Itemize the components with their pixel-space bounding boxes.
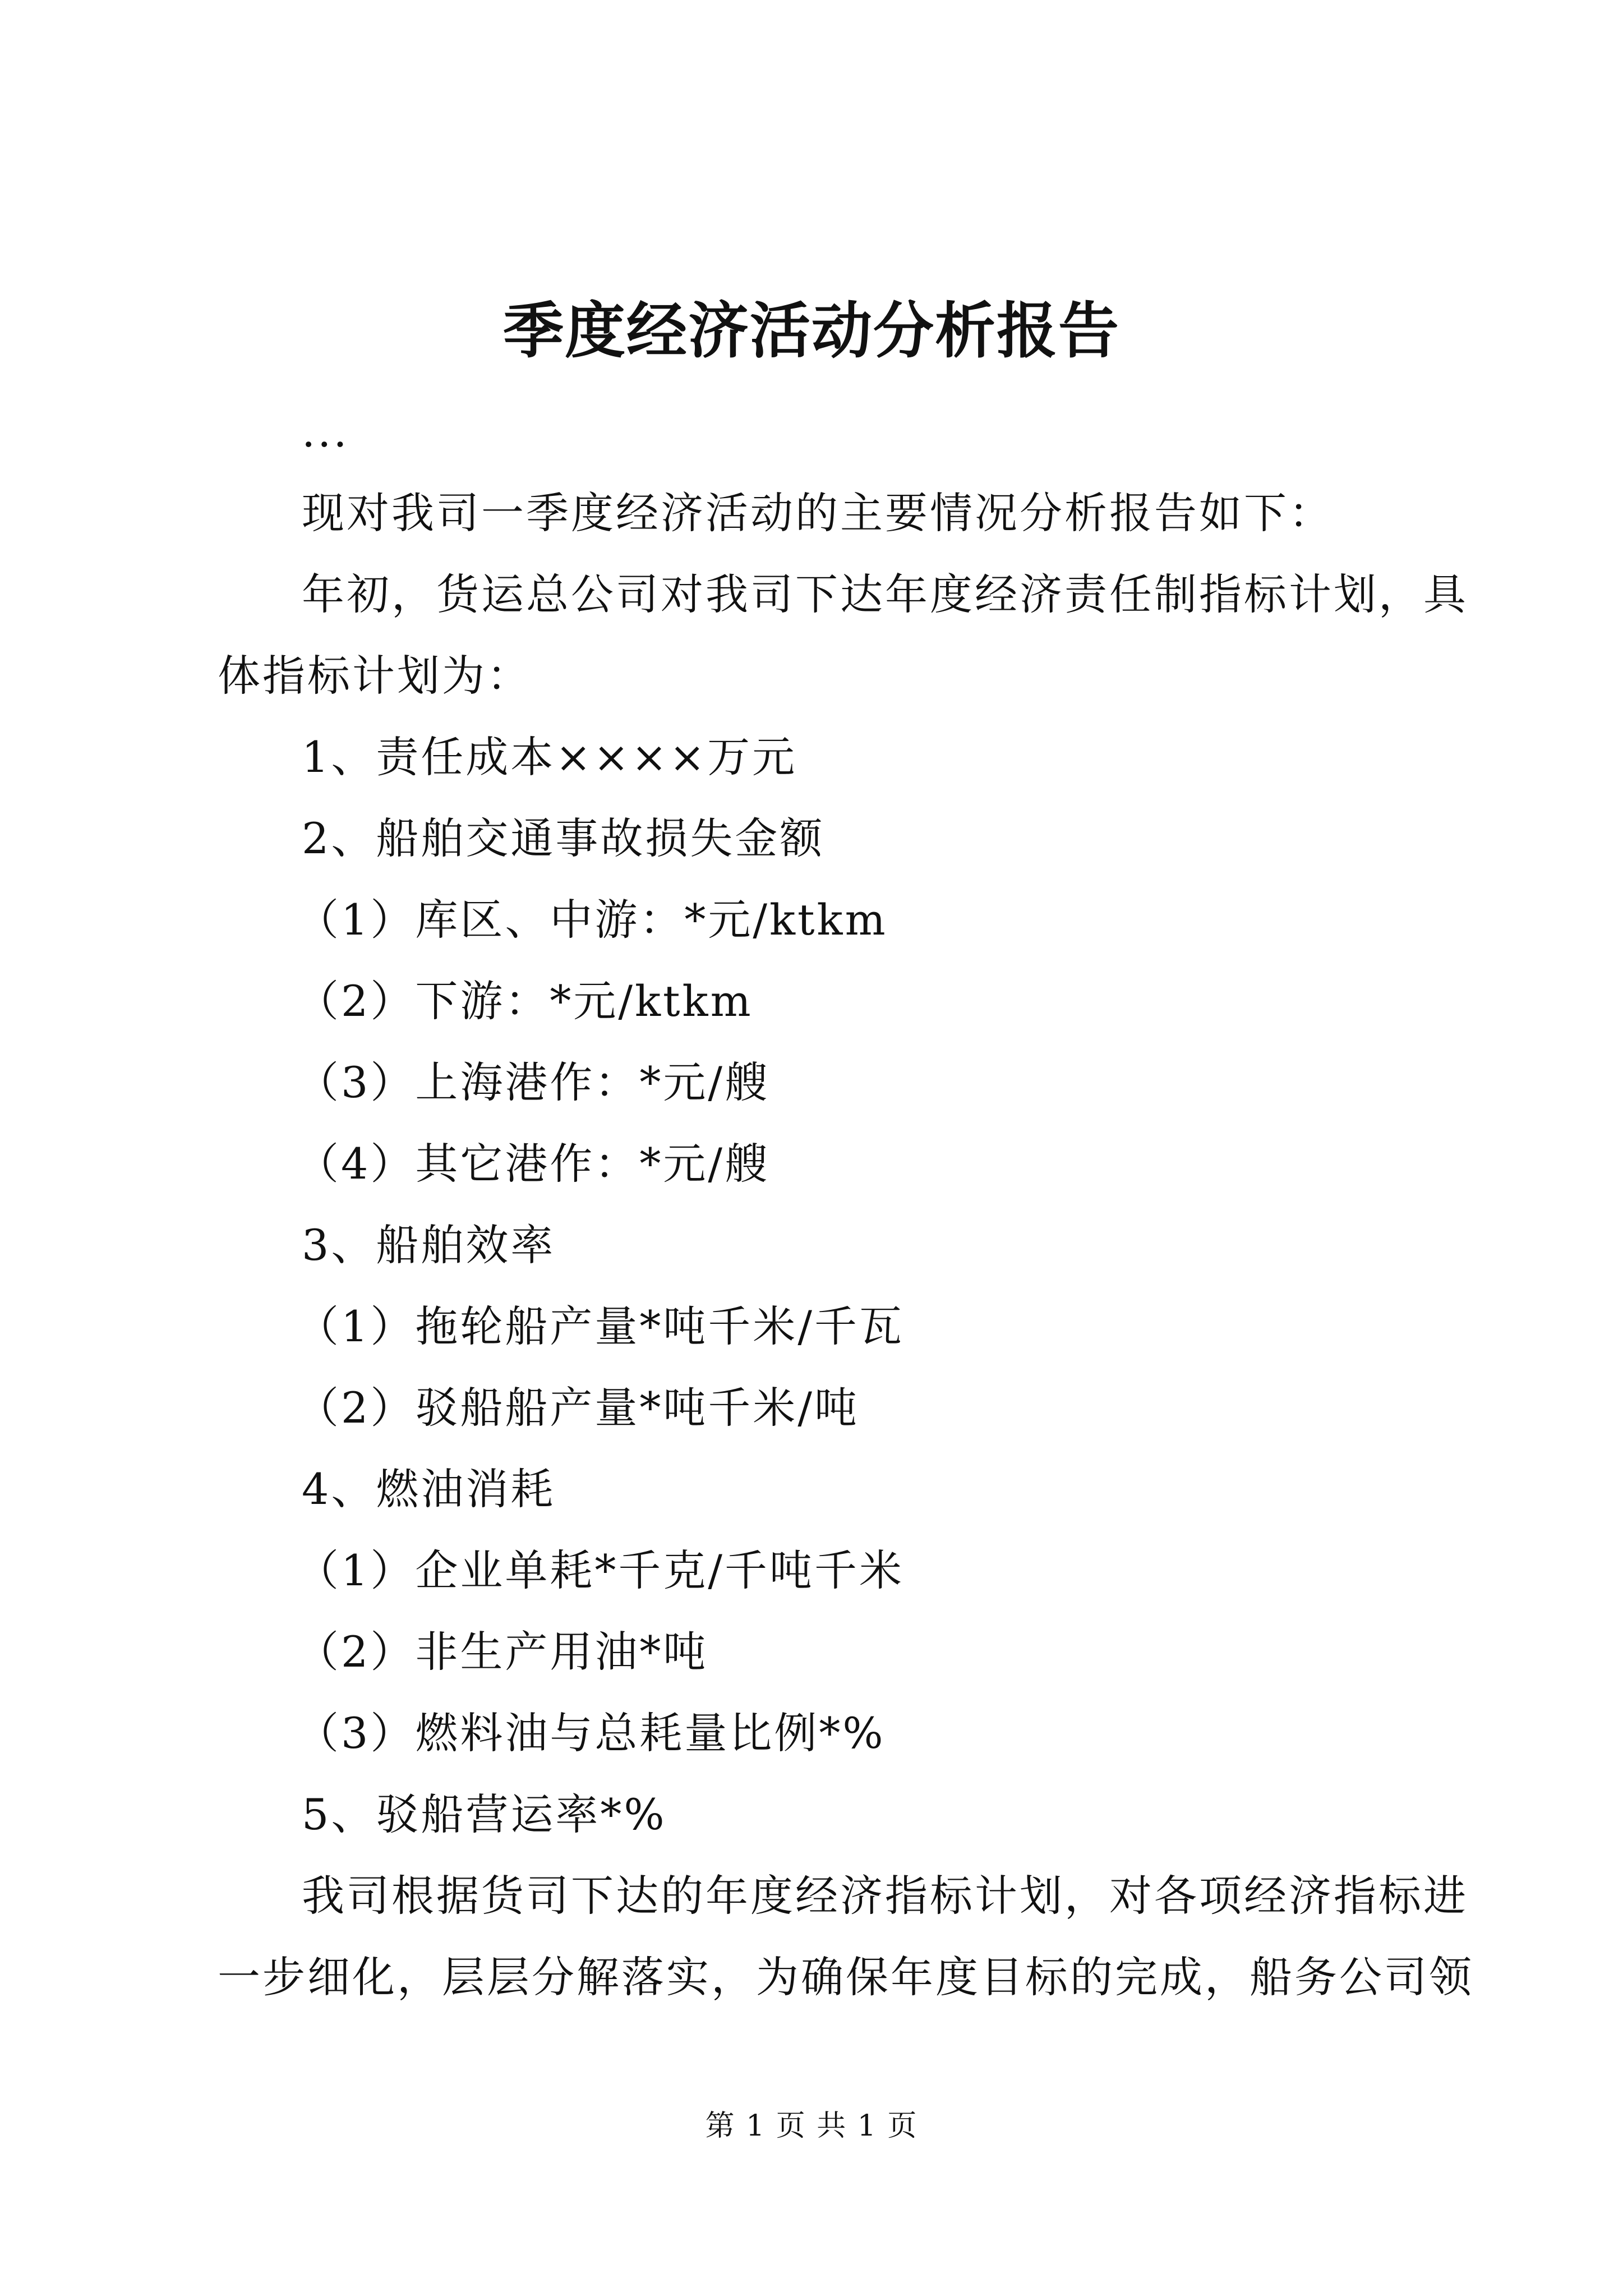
list-subitem-3-2: （2）驳船船产量*吨千米/吨 bbox=[296, 1383, 859, 1433]
list-subitem-2-4: （4）其它港作：*元/艘 bbox=[296, 1139, 769, 1189]
list-subitem-4-3: （3）燃料油与总耗量比例*% bbox=[296, 1708, 886, 1758]
list-item-5: 5、驳船营运率*% bbox=[302, 1789, 667, 1839]
list-subitem-2-3: （3）上海港作：*元/艘 bbox=[296, 1057, 769, 1107]
paragraph-closing-line-2: 一步细化，层层分解落实，为确保年度目标的完成，船务公司领 bbox=[218, 1952, 1474, 2002]
list-item-3: 3、船舶效率 bbox=[302, 1220, 556, 1270]
list-subitem-3-1: （1）拖轮船产量*吨千米/千瓦 bbox=[296, 1301, 904, 1351]
list-item-1: 1、责任成本××××万元 bbox=[302, 732, 797, 782]
list-item-2: 2、船舶交通事故损失金额 bbox=[302, 813, 825, 863]
list-item-4: 4、燃油消耗 bbox=[302, 1464, 556, 1514]
list-subitem-2-1: （1）库区、中游：*元/ktkm bbox=[296, 895, 888, 945]
list-subitem-2-2: （2）下游：*元/ktkm bbox=[296, 976, 753, 1026]
page-number-footer: 第 1 页 共 1 页 bbox=[705, 2109, 918, 2143]
list-subitem-4-1: （1）企业单耗*千克/千吨千米 bbox=[296, 1545, 904, 1595]
list-subitem-4-2: （2）非生产用油*吨 bbox=[296, 1627, 708, 1677]
ellipsis-line: ... bbox=[302, 407, 349, 457]
paragraph-plan-line-2: 体指标计划为： bbox=[218, 651, 532, 701]
paragraph-intro: 现对我司一季度经济活动的主要情况分析报告如下： bbox=[302, 488, 1334, 538]
paragraph-closing-line-1: 我司根据货司下达的年度经济指标计划，对各项经济指标进 bbox=[302, 1871, 1468, 1921]
paragraph-plan-line-1: 年初，货运总公司对我司下达年度经济责任制指标计划，具 bbox=[302, 569, 1468, 619]
document-title: 季度经济活动分析报告 bbox=[502, 296, 1120, 366]
